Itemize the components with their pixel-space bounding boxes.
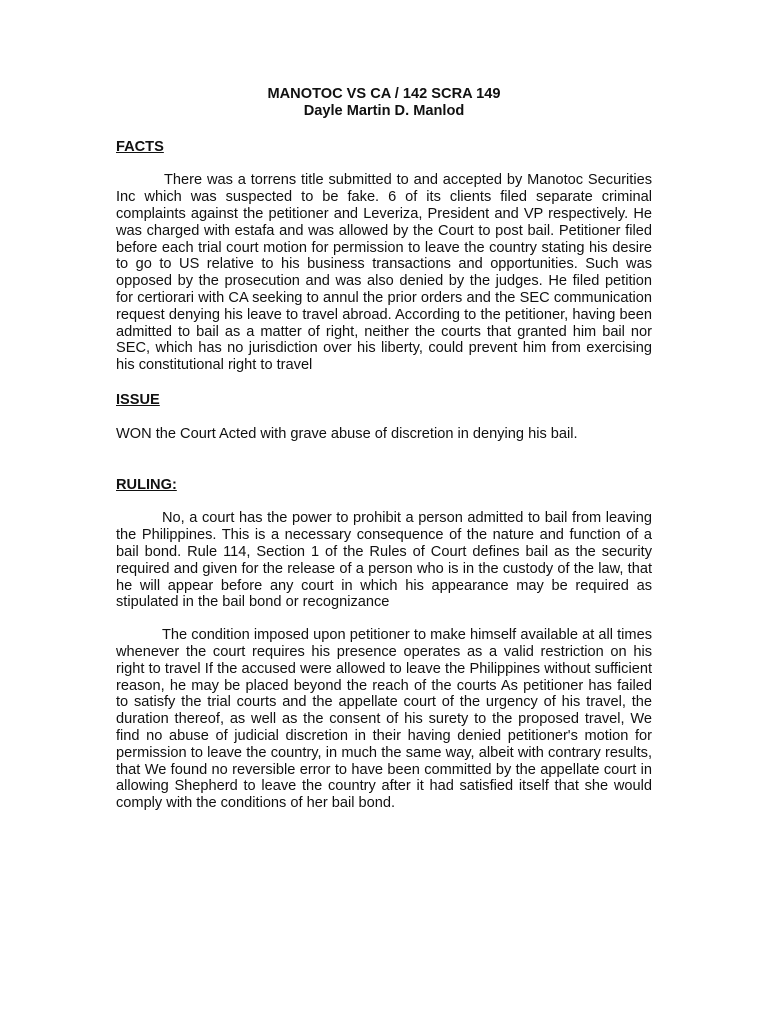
issue-heading: ISSUE (116, 391, 160, 408)
ruling-heading: RULING: (116, 476, 177, 493)
document-title: MANOTOC VS CA / 142 SCRA 149 (267, 86, 501, 102)
document-author: Dayle Martin D. Manlod (303, 102, 465, 119)
facts-heading: FACTS (116, 138, 164, 155)
ruling-paragraph-2: The condition imposed upon petitioner to make himself available at all times whenever the court requires his presence operates as a valid restriction on his right to travel If the accused were allowed to leave the Philippines without sufficient reason, he may be placed beyond the reach of the courts As petitioner has failed to satisfy the trial courts and the appellate court of the urgency of his travel, the duration thereof, as well as the consent of his surety to the proposed travel, We find no abuse of judicial discretion in their having denied petitioner's motion for permission to leave the country, in much the same way, albeit with contrary results, that We found no reversible error to have been committed by the appellate court in allowing Shepherd to leave the country after it had satisfied itself that she would comply with the conditions of her bail bond. (116, 627, 652, 812)
document-page (116, 86, 652, 812)
issue-paragraph: WON the Court Acted with grave abuse of discretion in denying his bail. (116, 425, 578, 442)
ruling-paragraph-1: No, a court has the power to prohibit a person admitted to bail from leaving the Philippines. This is a necessary consequence of the nature and function of a bail bond. Rule 114, Section 1 of the Rules of Court defines bail as the security required and given for the release of a person who is in the custody of the law, that he will appear before any court in which his appearance may be required as stipulated in the bail bond or recognizance (116, 510, 652, 611)
facts-paragraph: There was a torrens title submitted to and accepted by Manotoc Securities Inc which was suspected to be fake. 6 of its clients filed separate criminal complaints against the petitioner and Leveriza, President and VP respectively. He was charged with estafa and was allowed by the Court to post bail. Petitioner filed before each trial court motion for permission to leave the country stating his desire to go to US relative to his business transactions and opportunities. Such was opposed by the prosecution and was also denied by the judges. He filed petition for certiorari with CA seeking to annul the prior orders and the SEC communication request denying his leave to travel abroad. According to the petitioner, having been admitted to bail as a matter of right, neither the courts that granted him bail nor SEC, which has no jurisdiction over his liberty, could prevent him from exercising his constitutional right to travel (116, 172, 652, 374)
